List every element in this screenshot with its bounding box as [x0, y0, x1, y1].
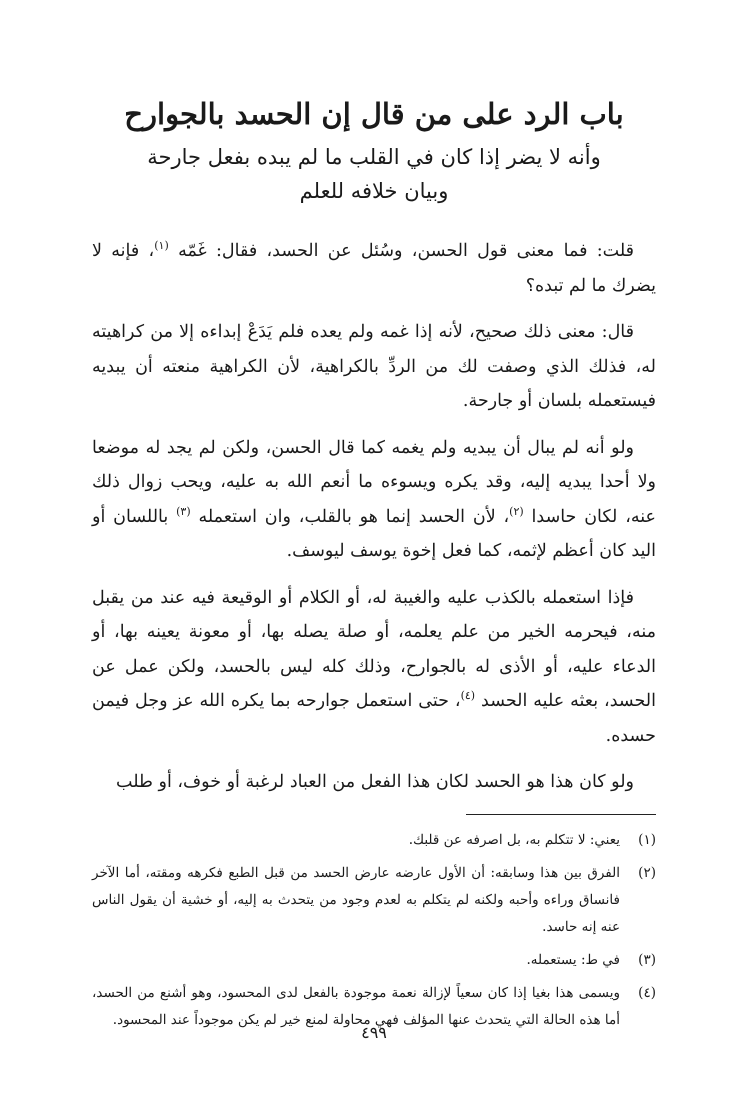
footnote [92, 947, 656, 974]
footnote-number: (٣) [638, 951, 656, 968]
footnote-text: في ط: يستعمله. [526, 951, 620, 968]
footnote [92, 827, 656, 854]
chapter-heading [92, 92, 656, 208]
chapter-subtitle-line-2: وبيان خلافه للعلم [299, 179, 449, 203]
paragraph [92, 431, 656, 569]
paragraph [92, 765, 656, 800]
footnote-reference[interactable]: (٤) [460, 689, 476, 703]
footnote-reference[interactable]: (١) [154, 239, 169, 253]
footnote [92, 860, 656, 941]
paragraph-text: قلت: فما معنى قول الحسن، وسُئل عن الحسد، فقال: غَمّه [178, 241, 634, 261]
footnote-number: (٢) [638, 864, 656, 881]
footnote-text: ويسمى هذا بغيا إذا كان سعياً لإزالة نعمة موجودة بالفعل لدى المحسود، وهو أشنع من الحسد، أما هذه الحالة التي يتحدث عنها المؤلف فهي محاولة لمنع خير لم يكن موجوداً عند المحسود. [92, 984, 620, 1028]
paragraph-text: ، حتى استعمل جوارحه بما يكره الله عز وجل فيمن حسده. [92, 691, 656, 746]
paragraph-text: قال: معنى ذلك صحيح، لأنه إذا غمه ولم يعده فلم يَدَعْ إبداءه إلا من كراهيته له، فذلك الذي وصفت لك من الردِّ بالكراهية، لأن الكراهية منعته أن يبديه فيستعمله بلسان أو جارحة. [92, 322, 656, 411]
page-number: ٤٩٩ [361, 1023, 387, 1042]
paragraph-text: ولو كان هذا هو الحسد لكان هذا الفعل من العباد لرغبة أو خوف، أو طلب [116, 772, 634, 792]
footnote-text: يعني: لا تتكلم به، بل اصرفه عن قلبك. [408, 831, 620, 848]
paragraph-text: ، لأن الحسد إنما هو بالقلب، وان استعمله [198, 506, 510, 527]
footnote-text: الفرق بين هذا وسابقه: أن الأول عارضه عارض الحسد من قبل الطبع فكرهه ومقته، أما الآخر فانساق وراءه وأحبه ولكنه لم يتكلم به لعدم وجود من يتحدث به إليه، أو خشية أن يقول الناس عنه إنه حاسد. [92, 864, 620, 935]
paragraph-text: فإذا استعمله بالكذب عليه والغيبة له، أو الكلام أو الوقيعة فيه عند من يقبل منه، فيحرمه الخير من علم يعلمه، أو صلة يصله بها، أو معونة يعينه بها، أو الدعاء عليه، أو الأذى له بالجوارح، وذلك كله ليس بالحسد، ولكن عمل عن الحسد، بعثه عليه الحسد [92, 587, 656, 711]
main-text [92, 234, 656, 800]
footnote-number: (١) [638, 831, 656, 848]
chapter-subtitle-line-1: وأنه لا يضر إذا كان في القلب ما لم يبده بفعل جارحة [147, 145, 601, 169]
footnote-reference[interactable]: (٣) [176, 504, 191, 518]
footnotes-section [92, 827, 656, 1034]
paragraph [92, 581, 656, 754]
footnote-reference[interactable]: (٢) [509, 504, 524, 518]
paragraph-text: ، فإنه لا يضرك ما لم تبده؟ [92, 241, 656, 296]
paragraph-text: ولو أنه لم يبال أن يبديه ولم يغمه كما قال الحسن، ولكن لم يجد له موضعا ولا أحدا يبديه إليه، وقد يكره ويسوءه ما أنعم الله به عليه، ويحب زوال ذلك عنه، لكان حاسدا [92, 437, 656, 527]
paragraph [92, 234, 656, 303]
footnote-divider [466, 814, 656, 815]
chapter-title: باب الرد على من قال إن الحسد بالجوارح [124, 97, 624, 131]
paragraph [92, 315, 656, 419]
paragraph-text: باللسان أو اليد كان أعظم لإثمه، كما فعل إخوة يوسف ليوسف. [92, 506, 656, 561]
footnote-number: (٤) [638, 984, 656, 1001]
